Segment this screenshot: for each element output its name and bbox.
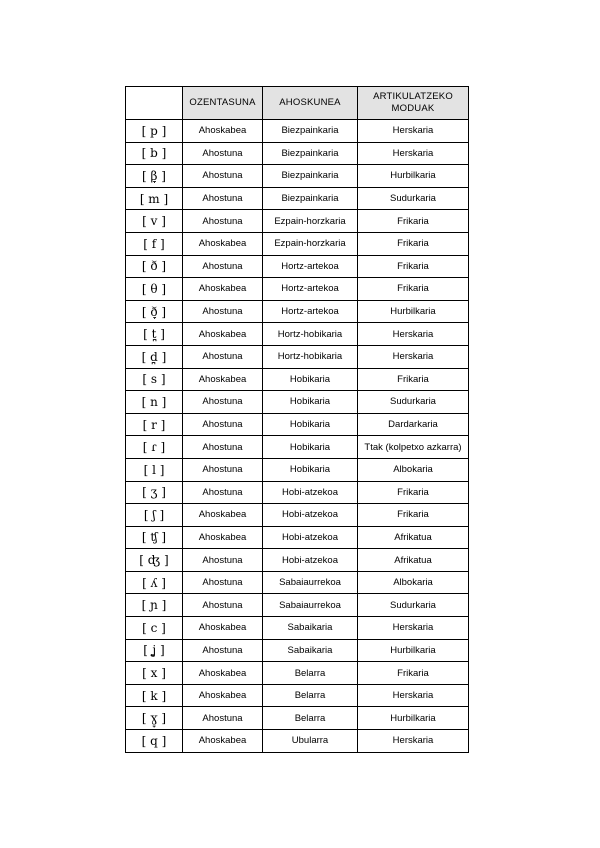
place-cell: Belarra bbox=[263, 662, 358, 685]
manner-cell: Herskaria bbox=[358, 345, 469, 368]
place-cell: Biezpainkaria bbox=[263, 120, 358, 143]
manner-cell: Frikaria bbox=[358, 481, 469, 504]
table-row bbox=[126, 120, 469, 143]
manner-cell: Sudurkaria bbox=[358, 594, 469, 617]
phonetic-symbol: [ m ] bbox=[126, 187, 183, 210]
voicing-cell: Ahostuna bbox=[183, 165, 263, 188]
table-row bbox=[126, 142, 469, 165]
voicing-cell: Ahostuna bbox=[183, 345, 263, 368]
table-row bbox=[126, 255, 469, 278]
place-cell: Hobikaria bbox=[263, 436, 358, 459]
phonetic-symbol: [ ɣ̞ ] bbox=[126, 707, 183, 730]
voicing-cell: Ahoskabea bbox=[183, 232, 263, 255]
table-row bbox=[126, 368, 469, 391]
voicing-cell: Ahostuna bbox=[183, 210, 263, 233]
voicing-cell: Ahostuna bbox=[183, 639, 263, 662]
place-cell: Hortz-artekoa bbox=[263, 300, 358, 323]
manner-cell: Frikaria bbox=[358, 210, 469, 233]
place-cell: Biezpainkaria bbox=[263, 165, 358, 188]
manner-cell: Albokaria bbox=[358, 571, 469, 594]
place-cell: Hobi-atzekoa bbox=[263, 526, 358, 549]
table-row bbox=[126, 458, 469, 481]
manner-cell: Ttak (kolpetxo azkarra) bbox=[358, 436, 469, 459]
place-cell: Hortz-hobikaria bbox=[263, 345, 358, 368]
voicing-cell: Ahostuna bbox=[183, 187, 263, 210]
voicing-cell: Ahoskabea bbox=[183, 730, 263, 753]
header-row bbox=[126, 87, 469, 120]
phonetic-symbol: [ ð ] bbox=[126, 255, 183, 278]
manner-cell: Dardarkaria bbox=[358, 413, 469, 436]
table-row bbox=[126, 232, 469, 255]
header-place: AHOSKUNEA bbox=[263, 87, 358, 120]
phonetic-symbol: [ ʧ ] bbox=[126, 526, 183, 549]
phonetic-symbol: [ q ] bbox=[126, 730, 183, 753]
phonetic-symbol: [ k ] bbox=[126, 684, 183, 707]
manner-cell: Frikaria bbox=[358, 278, 469, 301]
place-cell: Sabaiaurrekoa bbox=[263, 571, 358, 594]
voicing-cell: Ahostuna bbox=[183, 549, 263, 572]
table-row bbox=[126, 413, 469, 436]
table-row bbox=[126, 436, 469, 459]
place-cell: Hortz-artekoa bbox=[263, 255, 358, 278]
voicing-cell: Ahostuna bbox=[183, 594, 263, 617]
place-cell: Hobikaria bbox=[263, 391, 358, 414]
place-cell: Sabaikaria bbox=[263, 639, 358, 662]
table-row bbox=[126, 165, 469, 188]
header-symbol bbox=[126, 87, 183, 120]
header-manner: ARTIKULATZEKO MODUAK bbox=[358, 87, 469, 120]
manner-cell: Herskaria bbox=[358, 120, 469, 143]
phonetic-symbol: [ f ] bbox=[126, 232, 183, 255]
voicing-cell: Ahoskabea bbox=[183, 323, 263, 346]
table-row bbox=[126, 323, 469, 346]
phonetic-symbol: [ r ] bbox=[126, 413, 183, 436]
place-cell: Biezpainkaria bbox=[263, 187, 358, 210]
voicing-cell: Ahostuna bbox=[183, 481, 263, 504]
table-row bbox=[126, 639, 469, 662]
voicing-cell: Ahoskabea bbox=[183, 617, 263, 640]
voicing-cell: Ahostuna bbox=[183, 142, 263, 165]
phonetic-symbol: [ ɲ ] bbox=[126, 594, 183, 617]
voicing-cell: Ahostuna bbox=[183, 571, 263, 594]
table-row bbox=[126, 187, 469, 210]
manner-cell: Afrikatua bbox=[358, 549, 469, 572]
phonetic-symbol: [ c ] bbox=[126, 617, 183, 640]
manner-cell: Frikaria bbox=[358, 662, 469, 685]
place-cell: Biezpainkaria bbox=[263, 142, 358, 165]
table-row bbox=[126, 549, 469, 572]
table-row bbox=[126, 391, 469, 414]
voicing-cell: Ahostuna bbox=[183, 391, 263, 414]
place-cell: Belarra bbox=[263, 684, 358, 707]
place-cell: Hobikaria bbox=[263, 413, 358, 436]
phonetic-symbol: [ p ] bbox=[126, 120, 183, 143]
voicing-cell: Ahoskabea bbox=[183, 684, 263, 707]
place-cell: Hortz-artekoa bbox=[263, 278, 358, 301]
manner-cell: Frikaria bbox=[358, 232, 469, 255]
phonetic-symbol: [ ʤ ] bbox=[126, 549, 183, 572]
phonetic-symbol: [ l ] bbox=[126, 458, 183, 481]
voicing-cell: Ahoskabea bbox=[183, 662, 263, 685]
voicing-cell: Ahoskabea bbox=[183, 526, 263, 549]
phonetic-symbol: [ ʒ ] bbox=[126, 481, 183, 504]
manner-cell: Hurbilkaria bbox=[358, 639, 469, 662]
table-row bbox=[126, 571, 469, 594]
table-row bbox=[126, 481, 469, 504]
manner-cell: Hurbilkaria bbox=[358, 165, 469, 188]
place-cell: Hobikaria bbox=[263, 368, 358, 391]
table-body bbox=[126, 120, 469, 753]
voicing-cell: Ahostuna bbox=[183, 707, 263, 730]
place-cell: Hobikaria bbox=[263, 458, 358, 481]
manner-cell: Sudurkaria bbox=[358, 187, 469, 210]
phonetic-symbol: [ s ] bbox=[126, 368, 183, 391]
manner-cell: Afrikatua bbox=[358, 526, 469, 549]
manner-cell: Herskaria bbox=[358, 617, 469, 640]
phonetic-symbol: [ ʃ ] bbox=[126, 504, 183, 527]
table-row bbox=[126, 300, 469, 323]
voicing-cell: Ahoskabea bbox=[183, 368, 263, 391]
phonetic-symbol: [ v ] bbox=[126, 210, 183, 233]
voicing-cell: Ahoskabea bbox=[183, 120, 263, 143]
manner-cell: Herskaria bbox=[358, 142, 469, 165]
phonetic-symbol: [ t̪ ] bbox=[126, 323, 183, 346]
manner-cell: Herskaria bbox=[358, 684, 469, 707]
phonetic-symbol: [ θ ] bbox=[126, 278, 183, 301]
voicing-cell: Ahoskabea bbox=[183, 504, 263, 527]
table-row bbox=[126, 345, 469, 368]
manner-cell: Albokaria bbox=[358, 458, 469, 481]
table-row bbox=[126, 617, 469, 640]
table-row bbox=[126, 210, 469, 233]
manner-cell: Herskaria bbox=[358, 730, 469, 753]
manner-cell: Frikaria bbox=[358, 255, 469, 278]
voicing-cell: Ahostuna bbox=[183, 300, 263, 323]
consonant-table bbox=[125, 86, 469, 753]
header-voicing: OZENTASUNA bbox=[183, 87, 263, 120]
phonetic-symbol: [ ʝ̞ ] bbox=[126, 639, 183, 662]
table-row bbox=[126, 662, 469, 685]
phonetic-symbol: [ ð̞ ] bbox=[126, 300, 183, 323]
table-row bbox=[126, 278, 469, 301]
voicing-cell: Ahostuna bbox=[183, 436, 263, 459]
place-cell: Hortz-hobikaria bbox=[263, 323, 358, 346]
phonetic-symbol: [ n ] bbox=[126, 391, 183, 414]
table-row bbox=[126, 684, 469, 707]
manner-cell: Hurbilkaria bbox=[358, 707, 469, 730]
place-cell: Belarra bbox=[263, 707, 358, 730]
place-cell: Ezpain-horzkaria bbox=[263, 210, 358, 233]
place-cell: Hobi-atzekoa bbox=[263, 549, 358, 572]
voicing-cell: Ahostuna bbox=[183, 458, 263, 481]
place-cell: Sabaiaurrekoa bbox=[263, 594, 358, 617]
phonetic-symbol: [ ɾ ] bbox=[126, 436, 183, 459]
phonetic-symbol: [ b ] bbox=[126, 142, 183, 165]
voicing-cell: Ahostuna bbox=[183, 413, 263, 436]
table-row bbox=[126, 594, 469, 617]
phonetic-symbol: [ ʎ ] bbox=[126, 571, 183, 594]
voicing-cell: Ahostuna bbox=[183, 255, 263, 278]
place-cell: Ezpain-horzkaria bbox=[263, 232, 358, 255]
place-cell: Hobi-atzekoa bbox=[263, 504, 358, 527]
place-cell: Hobi-atzekoa bbox=[263, 481, 358, 504]
manner-cell: Herskaria bbox=[358, 323, 469, 346]
place-cell: Sabaikaria bbox=[263, 617, 358, 640]
manner-cell: Hurbilkaria bbox=[358, 300, 469, 323]
table-row bbox=[126, 526, 469, 549]
manner-cell: Frikaria bbox=[358, 368, 469, 391]
place-cell: Ubularra bbox=[263, 730, 358, 753]
voicing-cell: Ahoskabea bbox=[183, 278, 263, 301]
phonetic-symbol: [ d̪ ] bbox=[126, 345, 183, 368]
manner-cell: Sudurkaria bbox=[358, 391, 469, 414]
phonetic-symbol: [ x ] bbox=[126, 662, 183, 685]
phonetic-symbol: [ β̞ ] bbox=[126, 165, 183, 188]
table-row bbox=[126, 707, 469, 730]
table-row bbox=[126, 504, 469, 527]
manner-cell: Frikaria bbox=[358, 504, 469, 527]
table-row bbox=[126, 730, 469, 753]
